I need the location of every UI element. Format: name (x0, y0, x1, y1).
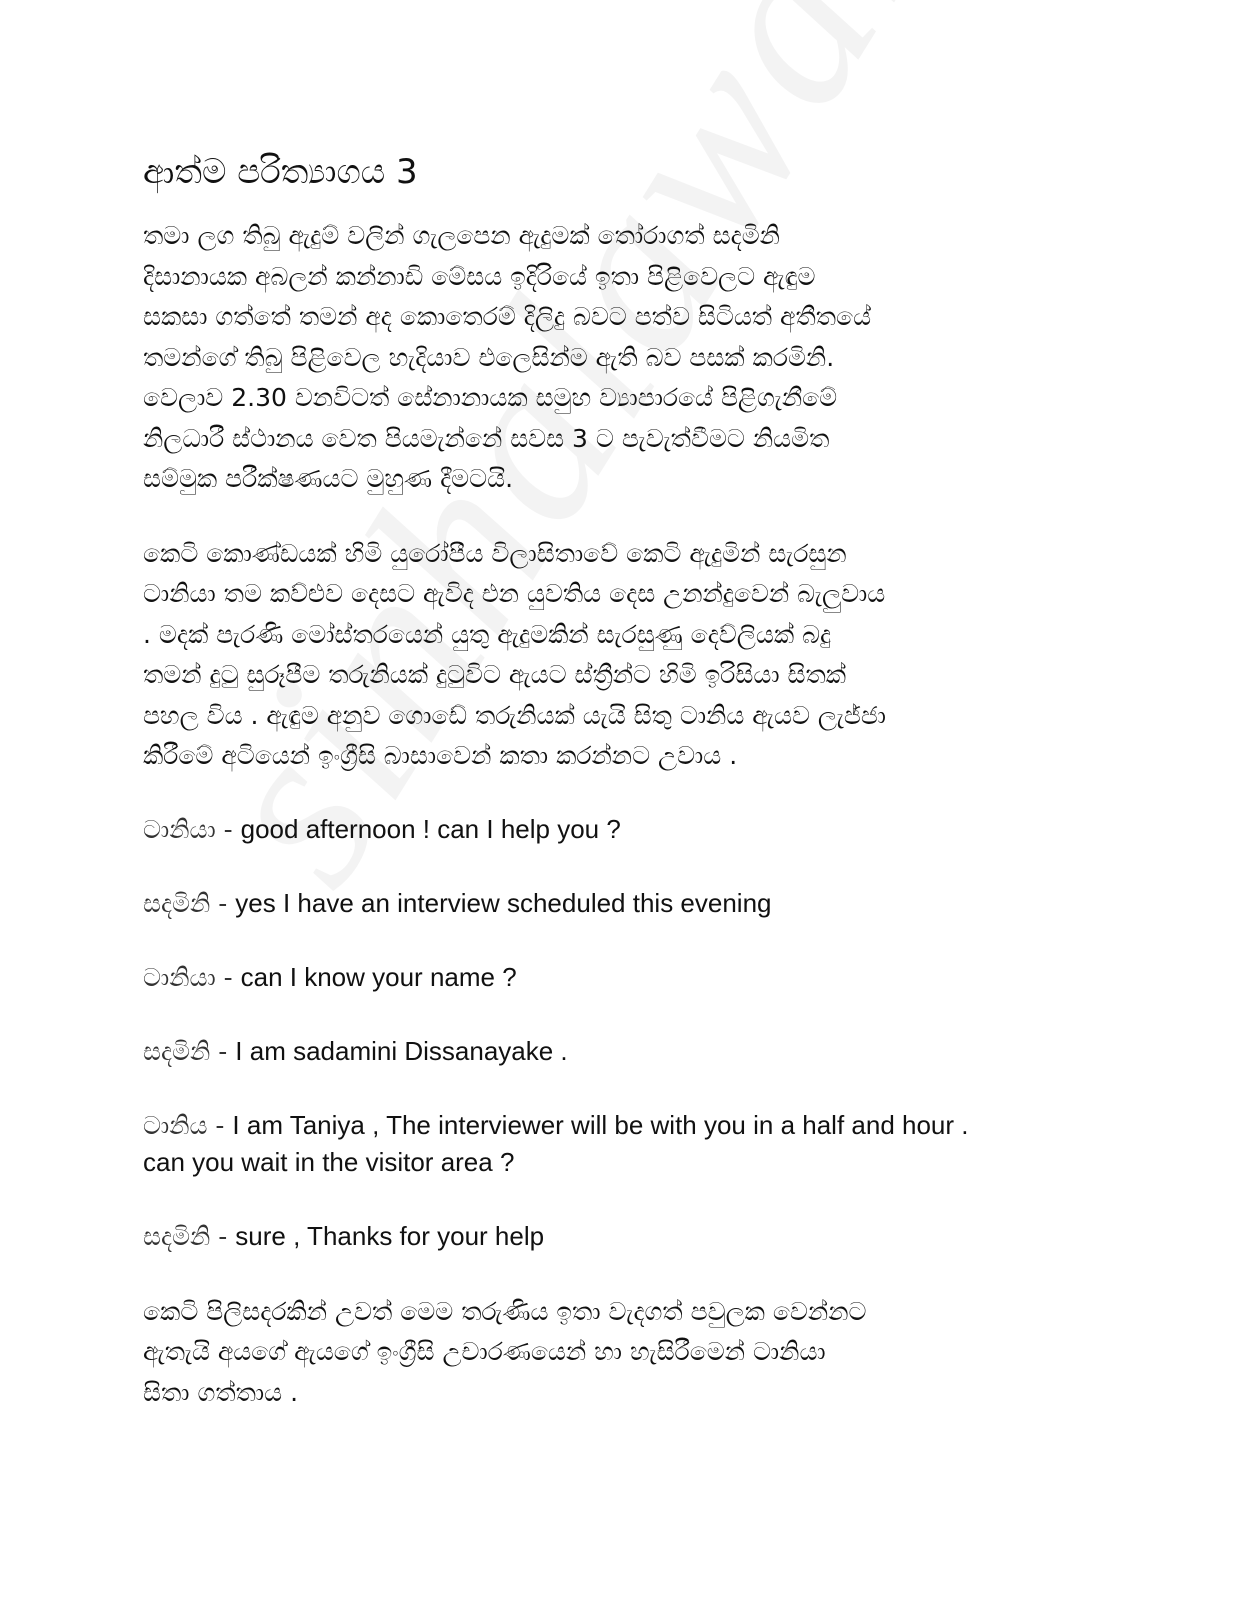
paragraph-line: සිතා ගත්තාය . (143, 1377, 299, 1407)
paragraph-line: සකසා ගත්තේ තමන් අද කොතෙරම් දිලිදු බවට පත්ව සිටියත් අතීතයේ (143, 302, 872, 331)
dialogue-line (143, 1218, 1093, 1255)
separator: - (210, 1221, 236, 1251)
paragraph-line: වෙලාව 2.30 වනවිටත් සේනානායක සමුහ ව්‍යාපාරයේ පිළිගැනීමේ (143, 383, 838, 412)
dialogue-text-continued: can you wait in the visitor area ? (143, 1146, 515, 1177)
paragraph-line: සම්මුක පරීක්ෂණයට මුහුණ දීමටයි. (143, 464, 514, 493)
paragraph-line: තමන්ගේ තිබු පිළිවෙල හැදියාව එලෙසින්ම ඇති බව පසක් කරමිනි. (143, 342, 835, 372)
separator: - (215, 814, 241, 844)
paragraph-line: නිලධාරී ස්ථානය වෙත පියමැන්නේ සවස 3 ට පැවැත්වීමට නියමිත (143, 423, 830, 453)
dialogue-line (143, 1033, 1093, 1070)
dialogue-line (143, 811, 1093, 848)
speaker-name: ටානිය (143, 1110, 208, 1140)
closing-paragraph (143, 1292, 1093, 1414)
dialogue-line (143, 885, 1093, 922)
paragraph-line: පහල විය . ඇඳුම අනුව ගොඩේ තරුනියක් යැයි සිතු ටානිය ඇයව ලැජ්ජා (143, 700, 886, 730)
paragraph-1 (143, 216, 1093, 500)
speaker-name: ටානියා (143, 962, 216, 992)
paragraph-line: තමා ලග තිබු ඇදුම් වලින් ගැලපෙන ඇදුමක් තෝරාගත් සදමිනි (143, 221, 780, 250)
speaker-name: සදමිනි (143, 1221, 211, 1251)
dialogue-text: can I know your name ? (240, 961, 517, 992)
dialogue-text: I am Taniya , The interviewer will be with you in a half and hour . (232, 1109, 969, 1140)
paragraph-line: ටානියා තම කව්ළුව දෙසට ඇවිද එන යුවතිය දෙස උනන්දුවෙන් බැලුවාය (143, 579, 886, 608)
page-title: ආත්ම පරිත්‍යාගය 3 (143, 152, 418, 192)
paragraph-line: . මදක් පැරණි මෝස්තරයෙන් යුතු ඇදුමකින් සැරසුණු දෙව්ලියක් බදු (143, 619, 832, 649)
dialogue-line (143, 959, 1093, 996)
separator: - (215, 962, 241, 992)
paragraph-line: කෙටි කොණ්ඩයක් හිමි යුරෝපීය විලාසිතාවේ කෙටි ඇදුමින් සැරසුන (143, 538, 847, 568)
separator: - (207, 1110, 233, 1140)
speaker-name: සදමිනි (143, 888, 211, 918)
paragraph-line: ඇතැයි අයගේ ඇයගේ ඉංග්‍රීසි උචාරණයෙන් හා හැසිරීමෙන් ටානියා (143, 1337, 826, 1366)
separator: - (210, 1036, 236, 1066)
paragraph-line: කෙටි පිලිසදරකින් උවත් මෙම තරුණිය ඉතා වැදගත් පවුලක වෙන්නට (143, 1296, 867, 1326)
dialogue-text: yes I have an interview scheduled this evening (235, 887, 772, 918)
paragraph-line: කිරීමේ අටියෙන් ඉංග්‍රීසි බාසාවෙන් කතා කරන්නට උවාය . (143, 741, 738, 770)
separator: - (210, 888, 236, 918)
speaker-name: ටානියා (143, 814, 216, 844)
paragraph-line: දිසානායක අබලන් කන්නාඩි මේසය ඉදිරියේ ඉතා පිළිවෙලට ඇඳුම (143, 261, 816, 291)
dialogue-text: sure , Thanks for your help (235, 1220, 545, 1251)
dialogue-text: good afternoon ! can I help you ? (240, 813, 621, 844)
document-page (143, 148, 1093, 1447)
paragraph-2 (143, 534, 1093, 777)
dialogue-line (143, 1107, 1093, 1181)
paragraph-line: තමන් දුටු සුරූපීම තරුනියක් දුටුවිට ඇයට ස්ත්‍රීන්ට හිමි ඉරිසියා සිතක් (143, 660, 847, 689)
dialogue-text: I am sadamini Dissanayake . (235, 1035, 568, 1066)
speaker-name: සදමිනි (143, 1036, 211, 1066)
